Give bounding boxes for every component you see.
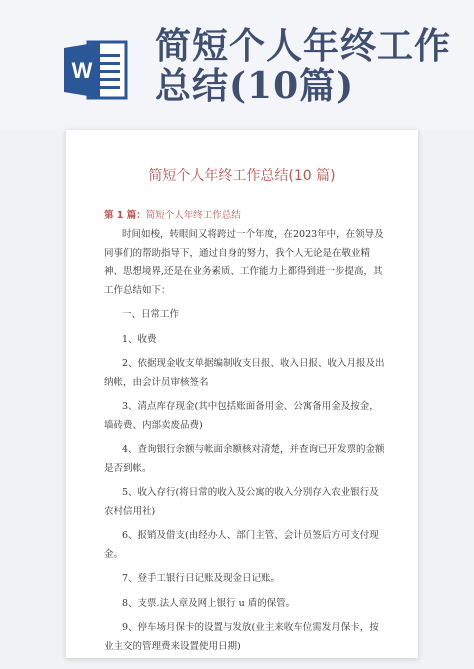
banner-title [155,26,451,106]
word-document-icon [62,38,130,102]
section-heading [104,207,241,221]
document-body [104,226,386,656]
section-title: 简短个人年终工作总结 [145,210,241,221]
section-number: 第 1 篇： [104,210,146,221]
list-item: 7、登手工银行日记账及现金日记账。 [122,573,281,584]
banner-title-line1: 简短个人年终工作 [155,25,452,67]
banner-title-line2: 总结(10篇) [155,65,355,107]
list-item: 9、停车场月保卡的设置与发放(业主来收车位需发月保卡，按业主交的管理费来设置使用日期) [104,622,379,652]
list-item: 1、收费 [122,333,157,345]
list-item: 3、清点库存现金(其中包括账面备用金、公寓备用金及按金，墙砖费、内部卖废品费) [104,401,379,431]
document-title: 简短个人年终工作总结(10 篇) [148,168,336,184]
intro-paragraph: 时间如梭，转眼间又将跨过一个年度，在2023年中，在领导及同事们的帮助指导下，通过自身的努力，我个人无论是在敬业精神、思想境界,还是在业务素质、工作能力上都得到进一步提高，其工作总结如下： [104,229,384,296]
list-item: 2、依据现金收支单据编制收支日报、收入日报、收入月报及出纳帐，由会计员审核签名 [104,358,385,388]
heading-daily-work: 一、日常工作 [122,309,180,320]
banner [0,0,474,130]
document-page [66,130,418,658]
list-item: 8、支票.法人章及网上银行 u 盾的保管。 [122,597,296,609]
list-item: 6、报销及借支(由经办人、部门主管、会计员签后方可支付现金。 [104,530,379,560]
svg-text:W: W [71,58,93,83]
list-item: 4、查询银行余额与帐面余额核对清楚，并查询已开发票的金额是否到帐。 [104,444,385,474]
list-item: 5、收入存行(将日常的收入及公寓的收入分别存入农业银行及农村信用社) [104,487,379,517]
